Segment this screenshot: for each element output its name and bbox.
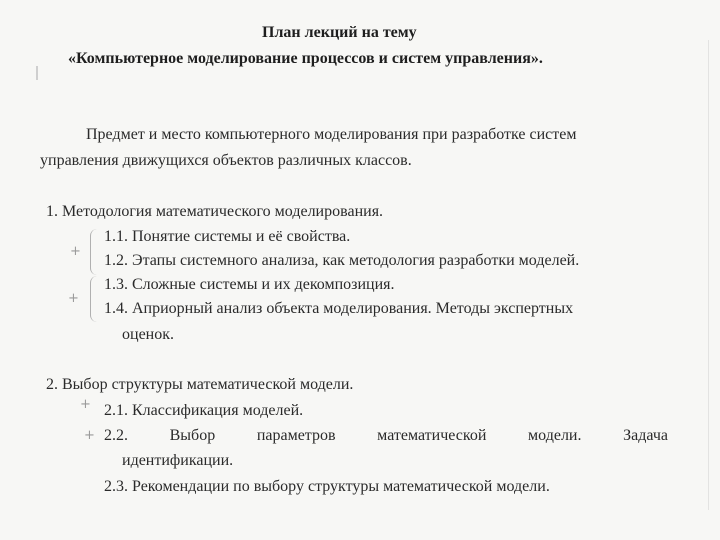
word: параметров: [256, 427, 336, 444]
scan-mark-left: [36, 66, 38, 80]
title-line-1: План лекций на тему: [262, 24, 417, 41]
word: математической: [377, 427, 487, 444]
scan-edge-right: [708, 40, 709, 510]
plus-mark-4: +: [84, 428, 95, 443]
section-2-heading: 2. Выбор структуры математической модели.: [46, 376, 354, 393]
word: 2.2.: [104, 427, 128, 444]
brace-group-2: [90, 276, 97, 322]
section-2-item-2-continuation: идентификации.: [122, 452, 234, 469]
plus-mark-3: +: [80, 397, 91, 412]
intro-line-1: Предмет и место компьютерного моделирования при разработке систем: [86, 126, 577, 143]
section-1-item-2: 1.2. Этапы системного анализа, как методология разработки моделей.: [104, 252, 580, 269]
section-1-item-4: 1.4. Априорный анализ объекта моделирования. Методы экспертных: [104, 300, 574, 317]
intro-line-2: управления движущихся объектов различных классов.: [40, 152, 412, 169]
section-2-item-3: 2.3. Рекомендации по выбору структуры математической модели.: [104, 478, 550, 495]
section-2-item-1: 2.1. Классификация моделей.: [104, 402, 304, 419]
section-1-item-1: 1.1. Понятие системы и её свойства.: [104, 228, 351, 245]
plus-mark-2: +: [68, 291, 79, 306]
section-1-item-3: 1.3. Сложные системы и их декомпозиция.: [104, 276, 395, 293]
word: Задача: [623, 427, 668, 444]
plus-mark-1: +: [70, 244, 81, 259]
section-1-item-4-continuation: оценок.: [122, 326, 174, 343]
brace-group-1: [90, 229, 97, 275]
section-2-item-2: [104, 427, 668, 445]
title-line-2: «Компьютерное моделирование процессов и систем управления».: [68, 50, 543, 67]
word: модели.: [528, 427, 582, 444]
section-1-heading: 1. Методология математического моделирования.: [46, 203, 384, 220]
word: Выбор: [169, 427, 216, 444]
